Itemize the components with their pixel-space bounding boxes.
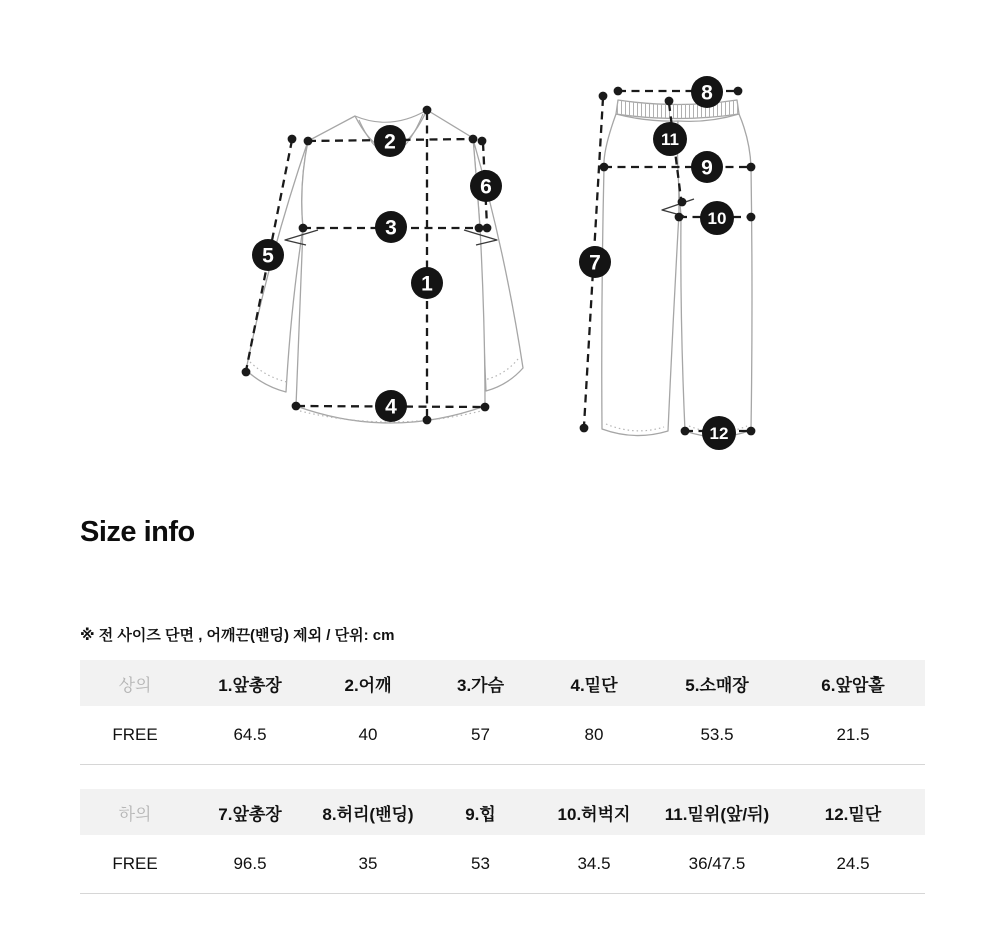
svg-text:8: 8 bbox=[701, 81, 713, 105]
table-row bbox=[80, 706, 925, 764]
measurement-value: 36/47.5 bbox=[688, 853, 746, 873]
column-header: 1.앞총장 bbox=[218, 675, 282, 695]
category-label: 상의 bbox=[118, 675, 152, 695]
size-table-top bbox=[80, 660, 925, 765]
svg-text:7: 7 bbox=[589, 251, 601, 275]
marker-6 bbox=[470, 170, 502, 202]
svg-text:4: 4 bbox=[385, 395, 397, 419]
column-header: 2.어깨 bbox=[344, 675, 392, 695]
marker-12 bbox=[702, 416, 736, 450]
table-header-row bbox=[80, 789, 925, 835]
measurement-value: 53.5 bbox=[700, 724, 734, 744]
table-row bbox=[80, 835, 925, 893]
measurement-value: 35 bbox=[358, 853, 378, 873]
column-header: 5.소매장 bbox=[685, 675, 749, 695]
marker-7 bbox=[579, 246, 611, 278]
svg-text:10: 10 bbox=[707, 209, 727, 228]
measurement-note: ※ 전 사이즈 단면 , 어깨끈(밴딩) 제외 / 단위: cm bbox=[80, 627, 395, 644]
measurement-value: 53 bbox=[471, 853, 490, 873]
column-header: 4.밑단 bbox=[570, 675, 618, 695]
svg-text:1: 1 bbox=[421, 272, 433, 296]
marker-10 bbox=[700, 201, 734, 235]
svg-text:11: 11 bbox=[661, 130, 679, 149]
column-header: 8.허리(밴딩) bbox=[322, 804, 414, 824]
svg-text:3: 3 bbox=[385, 216, 397, 240]
svg-text:9: 9 bbox=[701, 156, 713, 180]
svg-text:6: 6 bbox=[480, 175, 492, 199]
svg-text:2: 2 bbox=[384, 130, 396, 154]
page-title: Size info bbox=[80, 516, 195, 548]
svg-text:5: 5 bbox=[262, 244, 274, 268]
column-header: 9.힙 bbox=[465, 804, 496, 824]
measurement-value: 96.5 bbox=[233, 853, 267, 873]
marker-4 bbox=[375, 390, 407, 422]
marker-2 bbox=[374, 125, 406, 157]
category-label: 하의 bbox=[118, 804, 152, 824]
measurement-value: 80 bbox=[584, 724, 604, 744]
table-header-row bbox=[80, 660, 925, 706]
column-header: 7.앞총장 bbox=[218, 804, 282, 824]
marker-3 bbox=[375, 211, 407, 243]
size-label: FREE bbox=[112, 853, 158, 873]
measurement-value: 24.5 bbox=[836, 853, 870, 873]
marker-8 bbox=[691, 76, 723, 108]
size-label: FREE bbox=[112, 724, 158, 744]
measurement-value: 21.5 bbox=[836, 724, 870, 744]
column-header: 3.가슴 bbox=[456, 675, 505, 695]
marker-9 bbox=[691, 151, 723, 183]
column-header: 11.밑위(앞/뒤) bbox=[664, 804, 770, 824]
measurement-value: 57 bbox=[471, 724, 490, 744]
column-header: 6.앞암홀 bbox=[821, 675, 885, 695]
column-header: 12.밑단 bbox=[824, 804, 882, 824]
column-header: 10.허벅지 bbox=[557, 804, 631, 824]
measurement-value: 40 bbox=[358, 724, 378, 744]
marker-11 bbox=[653, 122, 687, 156]
measurement-value: 34.5 bbox=[577, 853, 611, 873]
svg-text:12: 12 bbox=[709, 424, 729, 443]
marker-1 bbox=[411, 267, 443, 299]
size-table-bottom bbox=[80, 789, 925, 894]
measurement-value: 64.5 bbox=[233, 724, 267, 744]
marker-5 bbox=[252, 239, 284, 271]
